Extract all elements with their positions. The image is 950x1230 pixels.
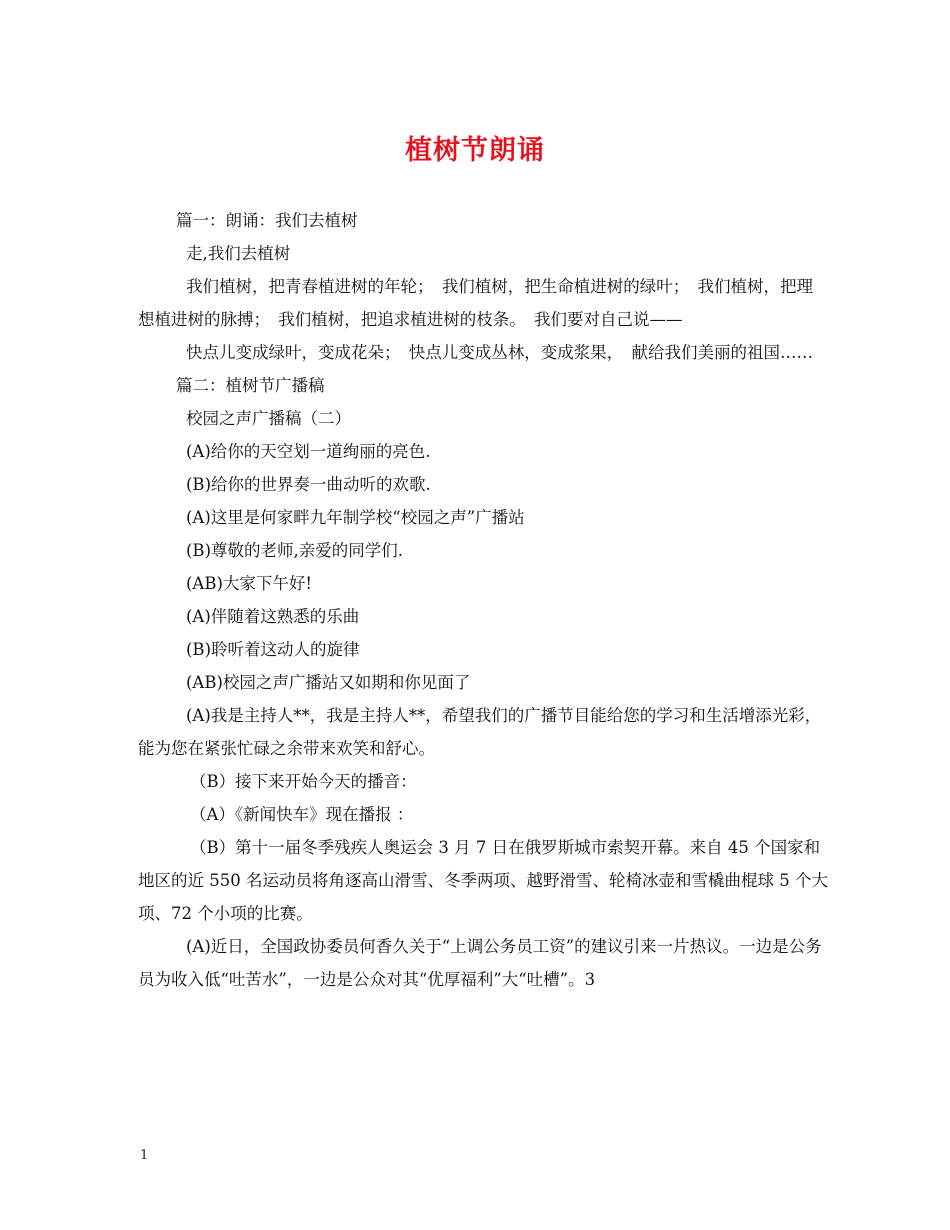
- paragraph: 校园之声广播稿（二）: [186, 409, 351, 428]
- paragraph: 走,我们去植树: [186, 244, 291, 263]
- section-heading-1: 篇一：朗诵：我们去植树: [176, 211, 358, 230]
- paragraph: (A)近日，全国政协委员何香久关于“上调公务员工资”的建议引来一片热议。一边是公务员为收入低“吐苦水”，一边是公众对其“优厚福利”大“吐槽”。3: [138, 937, 822, 989]
- paragraph: 快点儿变成绿叶，变成花朵； 快点儿变成丛林，变成浆果， 献给我们美丽的祖国……: [186, 343, 813, 362]
- paragraph: (A)伴随着这熟悉的乐曲: [186, 607, 360, 626]
- document-body: [138, 204, 828, 996]
- paragraph: (B)给你的世界奏一曲动听的欢歌.: [186, 475, 431, 494]
- paragraph: （B）接下来开始今天的播音：: [190, 772, 417, 791]
- paragraph: 我们植树，把青春植进树的年轮； 我们植树，把生命植进树的绿叶； 我们植树，把理想植进树的脉搏； 我们植树，把追求植进树的枝条。 我们要对自己说——: [138, 277, 813, 329]
- paragraph: （B）第十一届冬季残疾人奥运会 3 月 7 日在俄罗斯城市索契开幕。来自 45 个国家和地区的近 550 名运动员将角逐高山滑雪、冬季两项、越野滑雪、轮椅冰壶和雪橇曲棍球 5 个大项、72 个小项的比赛。: [138, 838, 828, 923]
- paragraph: (A)给你的天空划一道绚丽的亮色.: [186, 442, 431, 461]
- paragraph: (A)这里是何家畔九年制学校“校园之声”广播站: [186, 508, 525, 527]
- paragraph: (AB)大家下午好!: [186, 574, 313, 593]
- paragraph: (AB)校园之声广播站又如期和你见面了: [186, 673, 471, 692]
- paragraph: (B)聆听着这动人的旋律: [186, 640, 360, 659]
- paragraph: (A)我是主持人**，我是主持人**，希望我们的广播节目能给您的学习和生活增添光彩，能为您在紧张忙碌之余带来欢笑和舒心。: [138, 706, 822, 758]
- document-title: 植树节朗诵: [405, 135, 545, 166]
- page-number: 1: [140, 1148, 149, 1163]
- paragraph: （A）《新闻快车》现在播报 ：: [190, 805, 414, 824]
- section-heading-2: 篇二：植树节广播稿: [176, 376, 325, 395]
- paragraph: (B)尊敬的老师,亲爱的同学们.: [186, 541, 403, 560]
